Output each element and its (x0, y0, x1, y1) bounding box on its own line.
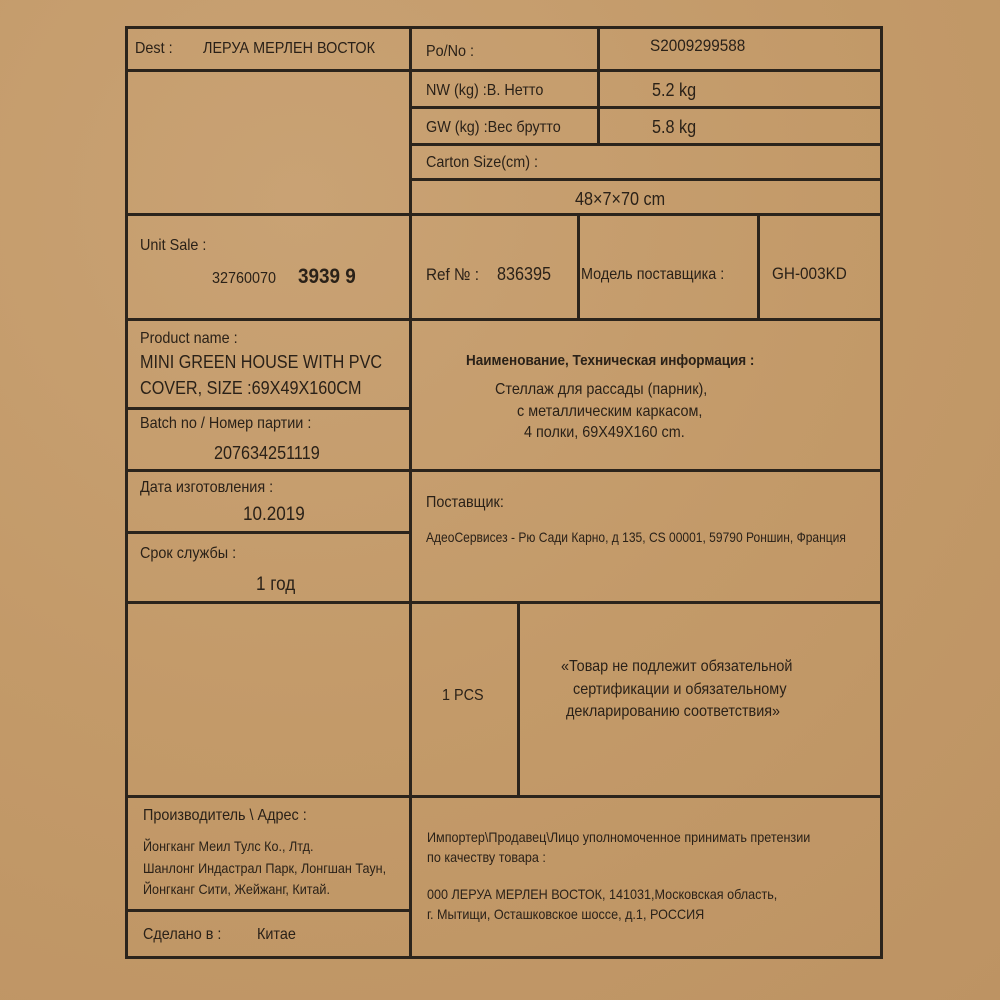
importer-address-line: г. Мытищи, Осташковское шоссе, д.1, РОССИЯ (427, 906, 705, 922)
unit-sale-code-bold: 3939 9 (298, 265, 356, 288)
divider (517, 601, 520, 797)
divider (410, 178, 883, 181)
importer-address-line: 000 ЛЕРУА МЕРЛЕН ВОСТОК, 141031,Московская область, (427, 886, 778, 902)
batch-label: Batch no / Номер партии : (140, 415, 312, 432)
divider (125, 213, 883, 216)
divider (757, 213, 760, 320)
importer-label-line: Импортер\Продавец\Лицо уполномоченное принимать претензии (427, 829, 811, 845)
ref-label: Ref № : (426, 265, 479, 284)
supplier-label: Поставщик: (426, 494, 504, 511)
nw-label: NW (kg) :B. Нетто (426, 82, 544, 99)
description-label: Наименование, Техническая информация : (466, 352, 755, 369)
po-value: S2009299588 (650, 36, 746, 55)
quantity: 1 PCS (442, 687, 484, 704)
divider (125, 69, 883, 72)
certification-note-line: декларированию соответствия» (566, 703, 781, 720)
divider (125, 26, 128, 959)
divider (125, 909, 412, 912)
gw-value: 5.8 kg (652, 117, 697, 137)
divider (125, 956, 883, 959)
divider (125, 531, 412, 534)
divider (880, 26, 883, 959)
made-in-label: Сделано в : (143, 926, 222, 943)
unit-sale-label: Unit Sale : (140, 237, 207, 254)
service-life-value: 1 год (256, 574, 296, 595)
manufacturer-line: Шанлонг Индастрал Парк, Лонгшан Таун, (143, 860, 387, 876)
divider (410, 106, 883, 109)
importer-label-line: по качеству товара : (427, 849, 546, 865)
divider (125, 26, 883, 29)
manufacture-date-label: Дата изготовления : (140, 479, 274, 496)
divider (125, 795, 883, 798)
carton-size-value: 48×7×70 cm (575, 189, 666, 209)
service-life-label: Срок службы : (140, 545, 237, 562)
unit-sale-code: 32760070 (212, 270, 277, 287)
batch-value: 207634251119 (214, 443, 320, 463)
divider (125, 601, 883, 604)
product-name-line: COVER, SIZE :69X49X160CM (140, 378, 362, 398)
supplier-value: АдеоСервисез - Рю Сади Карно, д 135, CS 00001, 59790 Роншин, Франция (426, 529, 846, 545)
made-in-value: Китае (257, 926, 296, 943)
supplier-model-label: Модель поставщика : (581, 266, 725, 283)
nw-value: 5.2 kg (652, 80, 697, 100)
divider (409, 26, 412, 959)
dest-value: ЛЕРУА МЕРЛЕН ВОСТОК (203, 40, 375, 57)
dest-label: Dest : (135, 40, 173, 57)
divider (597, 69, 600, 145)
description-line: 4 полки, 69X49X160 cm. (524, 424, 685, 441)
po-label: Po/No : (426, 43, 475, 60)
divider (410, 143, 883, 146)
ref-value: 836395 (497, 264, 552, 284)
product-name-line: MINI GREEN HOUSE WITH PVC (140, 352, 383, 372)
description-line: Стеллаж для рассады (парник), (495, 381, 708, 398)
manufacturer-line: Йонгканг Сити, Жейжанг, Китай. (143, 881, 330, 897)
gw-label: GW (kg) :Вес брутто (426, 119, 561, 136)
carton-size-label: Carton Size(cm) : (426, 154, 539, 171)
divider (125, 469, 883, 472)
product-name-label: Product name : (140, 330, 238, 347)
certification-note-line: сертификации и обязательному (573, 681, 787, 698)
description-line: с металлическим каркасом, (517, 403, 703, 420)
divider (125, 318, 883, 321)
manufacture-date-value: 10.2019 (243, 504, 305, 525)
divider (577, 213, 580, 320)
certification-note-line: «Товар не подлежит обязательной (561, 658, 793, 675)
divider (597, 26, 600, 71)
divider (125, 407, 412, 410)
manufacturer-line: Йонгканг Меил Тулс Ко., Лтд. (143, 838, 314, 854)
supplier-model-value: GH-003KD (772, 264, 847, 283)
manufacturer-label: Производитель \ Адрес : (143, 807, 307, 824)
